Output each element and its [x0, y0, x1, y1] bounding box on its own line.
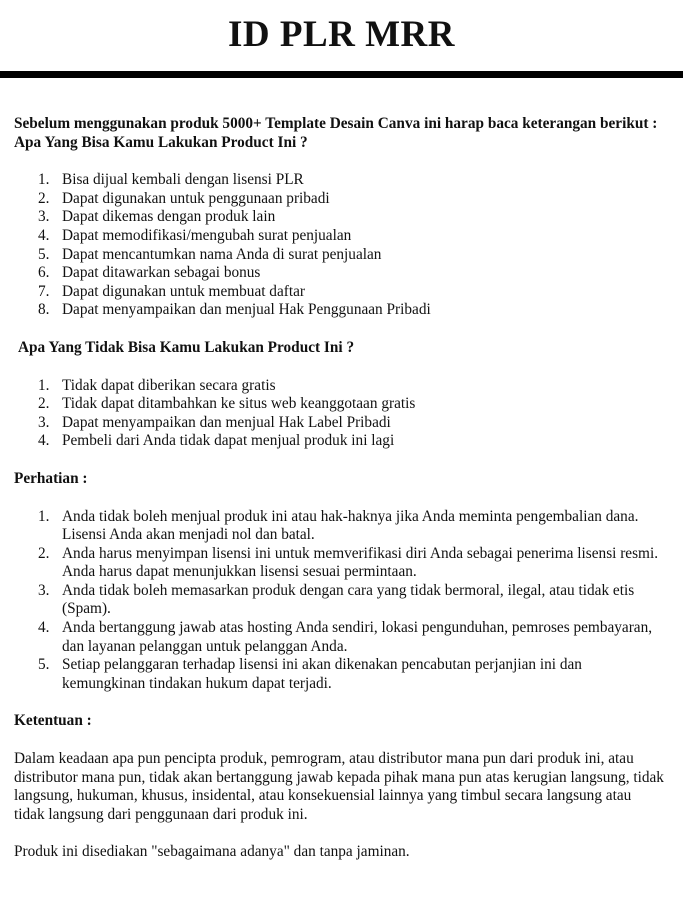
page-title: ID PLR MRR: [228, 14, 455, 55]
list-item: 1. Anda tidak boleh menjual produk ini atau hak-haknya jika Anda meminta pengembalian dana. Lisensi Anda akan menjadi nol dan batal.: [38, 507, 639, 544]
attention-list: [14, 508, 664, 694]
list-item: 1. Bisa dijual kembali dengan lisensi PLR: [38, 171, 304, 189]
list-item: 2. Anda harus menyimpan lisensi ini untuk memverifikasi diri Anda sebagai penerima lisensi resmi. Anda harus dapat menunjukkan lisensi sesuai permintaan.: [38, 544, 659, 581]
list-item: 4. Anda bertanggung jawab atas hosting Anda sendiri, lokasi pengunduhan, pemroses pembayaran, dan layanan pelanggan untuk pelanggan Anda.: [38, 619, 653, 655]
terms-heading: Ketentuan :: [14, 712, 92, 730]
list-item: 3. Dapat dikemas dengan produk lain: [38, 208, 276, 226]
terms-paragraph: Dalam keadaan apa pun pencipta produk, pemrogram, atau distributor mana pun dari produk ini, atau distributor mana pun, tidak akan bertanggung jawab kepada pihak mana pun atas kerugian langsung, tidak langsung, hukuman, khusus, insidental, atau konsekuensial lainnya yang timbul secara langsung atau tidak langsung dari penggunaan dari produk ini.: [14, 750, 664, 823]
intro-text: Sebelum menggunakan produk 5000+ Template Desain Canva ini harap baca keterangan berikut :: [14, 115, 658, 132]
list-item: 6. Dapat ditawarkan sebagai bonus: [38, 264, 261, 282]
list-item: 5. Setiap pelanggaran terhadap lisensi ini akan dikenakan pencabutan perjanjian ini dan kemungkinan tindakan hukum dapat terjadi.: [38, 656, 582, 692]
list-item: 8. Dapat menyampaikan dan menjual Hak Penggunaan Pribadi: [38, 301, 431, 319]
attention-heading: Perhatian :: [14, 469, 88, 487]
title-divider: [0, 71, 683, 78]
list-item: 1. Tidak dapat diberikan secara gratis: [38, 376, 276, 394]
list-item: 4. Dapat memodifikasi/mengubah surat penjualan: [38, 226, 352, 244]
list-item: 3. Dapat menyampaikan dan menjual Hak Label Pribadi: [38, 413, 391, 431]
can-do-heading: Apa Yang Bisa Kamu Lakukan Product Ini ?: [14, 133, 308, 151]
list-item: 3. Anda tidak boleh memasarkan produk dengan cara yang tidak bermoral, ilegal, atau tidak etis (Spam).: [38, 581, 635, 618]
can-do-list: [14, 171, 664, 320]
list-item: 4. Pembeli dari Anda tidak dapat menjual produk ini lagi: [38, 432, 395, 450]
list-item: 7. Dapat digunakan untuk membuat daftar: [38, 282, 305, 300]
closing-statement: Produk ini disediakan "sebagaimana adanya" dan tanpa jaminan.: [14, 843, 410, 861]
document-body: [14, 115, 664, 862]
list-item: 5. Dapat mencantumkan nama Anda di surat penjualan: [38, 245, 382, 263]
cannot-do-heading: Apa Yang Tidak Bisa Kamu Lakukan Product Ini ?: [18, 338, 355, 356]
list-item: 2. Tidak dapat ditambahkan ke situs web keanggotaan gratis: [38, 395, 416, 413]
cannot-do-list: [14, 377, 664, 451]
list-item: 2. Dapat digunakan untuk penggunaan pribadi: [38, 189, 330, 207]
